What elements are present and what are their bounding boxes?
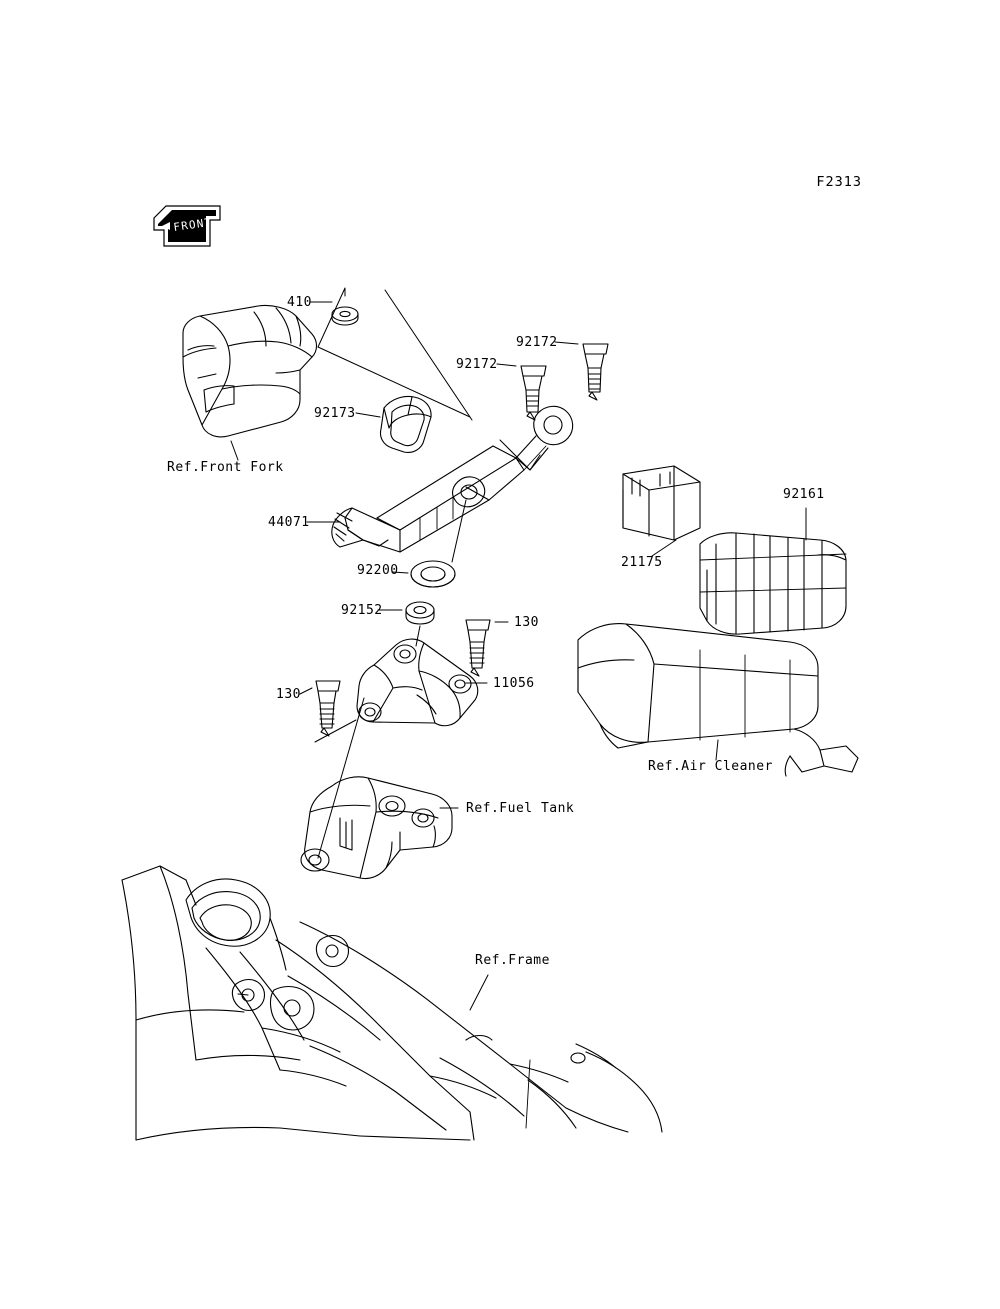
part-label-44071: 44071: [268, 515, 310, 530]
front-direction-badge: [150, 200, 224, 252]
clamp-92173-art: [380, 396, 431, 452]
part-label-410: 410: [287, 295, 312, 310]
part-label-92200: 92200: [357, 563, 399, 578]
washer-92200-art: [411, 561, 455, 587]
bolt-130-right-art: [466, 620, 490, 676]
part-label-11056: 11056: [493, 676, 535, 691]
damper-92161-art: [700, 533, 846, 634]
part-label-92172-lower: 92172: [456, 357, 498, 372]
part-label-92152: 92152: [341, 603, 383, 618]
ecu-21175-art: [623, 466, 700, 540]
frame-art: [122, 866, 662, 1140]
bolt-92172-lower-art: [521, 366, 546, 420]
ref-label-front-fork: Ref.Front Fork: [167, 460, 284, 475]
ref-label-fuel-tank: Ref.Fuel Tank: [466, 801, 575, 816]
part-label-130-left: 130: [276, 687, 301, 702]
bracket-11056-art: [357, 639, 478, 726]
part-label-21175: 21175: [621, 555, 663, 570]
fuel-tank-art: [301, 777, 452, 879]
steering-damper-44071-art: [332, 406, 573, 552]
sheet-code: F2313: [816, 174, 862, 190]
bolt-92172-upper-art: [583, 344, 608, 400]
ref-label-frame: Ref.Frame: [475, 953, 550, 968]
washer-410-art: [332, 307, 358, 325]
ref-label-air-cleaner: Ref.Air Cleaner: [648, 759, 773, 774]
part-label-130-right: 130: [514, 615, 539, 630]
front-fork-clamp-art: [183, 305, 317, 436]
air-cleaner-art: [578, 624, 858, 776]
collar-92152-art: [406, 602, 434, 624]
part-label-92172-upper: 92172: [516, 335, 558, 350]
part-label-92173: 92173: [314, 406, 356, 421]
bolt-130-left-art: [316, 681, 340, 736]
part-label-92161: 92161: [783, 487, 825, 502]
svg-text:FRONT: FRONT: [172, 215, 214, 234]
